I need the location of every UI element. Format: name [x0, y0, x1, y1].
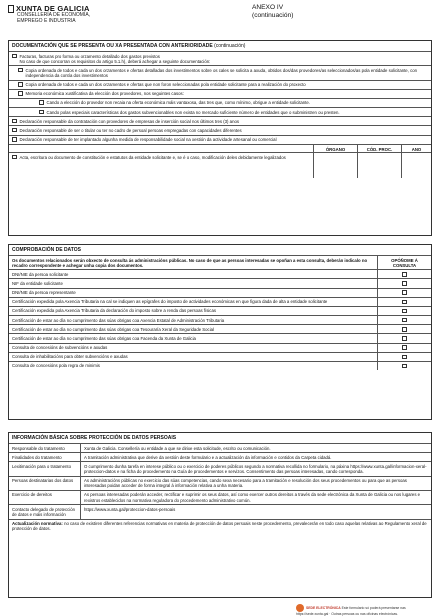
- col-header-cod-proc: CÓD. PROC.: [357, 145, 401, 152]
- annex-label: [252, 4, 293, 19]
- data-protection-table: [9, 443, 431, 519]
- data-check-label: Consulta de inhabilitacións para obter subvencións e axudas: [12, 354, 128, 360]
- documentation-item-label: Copia ordenada de todos e cada un dos orzamentos e ofertas detalladas dos investimentos sobre os cales se solicita a axuda, obtidos dos/das provedores/as seleccionados/as pola entidade solicitante, con independencia da contía dos investimentos: [25, 67, 417, 78]
- last-item-text: Acta, escritura ou documento de constitución e estatutos da entidade solicitante e, se é o caso, modificación deles debidamente legalizados: [19, 154, 286, 160]
- checkbox[interactable]: [12, 128, 17, 133]
- footer-note: Este formulario só poderá presentarse nas https://sede.xunta.gal · Outras persoas ou nas oficinas electrónicas.: [296, 605, 406, 616]
- data-check-row: [9, 352, 431, 361]
- sede-logo-icon: [296, 604, 304, 612]
- documentation-item: [9, 89, 431, 98]
- data-check-row: [9, 324, 431, 333]
- data-check-intro-row: [9, 255, 431, 269]
- data-protection-key: Contacto delegado de protección de datos e máis información: [9, 505, 81, 518]
- documentation-item: [9, 116, 431, 125]
- data-check-row: [9, 288, 431, 297]
- documentation-item-label: Declaración responsable de ser o titular ou ter no cadro de persoal persoas empregadas con capacidades diferentes: [19, 127, 242, 133]
- documentation-item: [9, 65, 431, 79]
- data-protection-value: As persoas interesadas poderán acceder, rectificar e suprimir os seus datos, así como exercer outros dereitos a través da sede electrónica da Xunta de Galicia ou nos lugares e rexistros establecidos na normativa reguladora do procedemento administrativo común.: [84, 492, 421, 503]
- section-title: [9, 41, 431, 51]
- section-title-suffix: (continuación): [214, 43, 246, 49]
- data-check-label: Consulta de concesións pola regra de minimis: [12, 363, 100, 369]
- data-check-row: [9, 343, 431, 352]
- documentation-item: [9, 80, 431, 89]
- data-protection-key: Finalidades do tratamento: [9, 453, 81, 461]
- data-protection-footer-row: [9, 519, 431, 533]
- data-check-label: Consulta de concesións de subvencións e axudas: [12, 345, 108, 351]
- checkbox[interactable]: [39, 110, 44, 115]
- documentation-list: [9, 51, 431, 144]
- cod-proc-field[interactable]: [357, 153, 401, 178]
- checkbox[interactable]: [12, 119, 17, 124]
- documentation-item-label: Declaración responsable de ter implantado algunha medida de responsabilidade social na xestión da actividade artesanal ou comercial: [19, 137, 277, 143]
- data-protection-key: Exercicio de dereitos: [9, 491, 81, 504]
- footer-text: no caso de existiren diferentes referencias normativas en materia de protección de datos persoais neste procedemento, prevalecerán en todo caso aquelas relativas ao Regulamento xeral de protección de datos.: [12, 521, 427, 532]
- checkbox[interactable]: [18, 91, 23, 96]
- data-check-intro: Os documentos relacionados serán obxecto de consulta ás administracións públicas. No caso de que as persoas interesadas se opoñan a esta consulta, deberán indicalo no recadro correspondente e achegar unha copia dos documentos.: [12, 257, 368, 268]
- oppose-checkbox[interactable]: [402, 281, 407, 286]
- oppose-checkbox[interactable]: [402, 327, 407, 332]
- documentation-item-label: Cando a elección do provedor non recaia na oferta económica máis vantaxosa, das tres que, como mínimo, obrigue a entidade solicitante.: [46, 100, 310, 106]
- data-check-label: NIF da entidade solicitante: [12, 280, 63, 286]
- data-protection-row: [9, 443, 431, 452]
- oppose-checkbox[interactable]: [402, 355, 407, 360]
- logo-title: XUNTA DE GALICIA: [16, 4, 90, 13]
- data-protection-key: Responsable do tratamento: [9, 444, 81, 452]
- data-check-section: [8, 244, 432, 420]
- data-check-row: [9, 306, 431, 315]
- data-protection-row: [9, 461, 431, 475]
- data-check-list: [9, 269, 431, 370]
- data-protection-row: [9, 490, 431, 504]
- xunta-logo: [8, 4, 98, 25]
- documentation-item-label: Copia ordenada de todos e cada un dos orzamentos e ofertas que non foron seleccionadas pola entidade solicitante para a realización do proxecto: [25, 82, 306, 88]
- checkbox[interactable]: [12, 54, 17, 59]
- documentation-last-row: [9, 152, 431, 178]
- documentation-header-row: [9, 144, 431, 152]
- oppose-checkbox[interactable]: [402, 272, 407, 277]
- data-protection-key: Persoas destinatarias dos datos: [9, 477, 81, 490]
- col-header-organo: ÓRGANO: [313, 145, 357, 152]
- data-check-row: [9, 315, 431, 324]
- documentation-item-label: Facturas, facturas pro forma ou orzamento detallado dos gastos previstos: [19, 53, 160, 59]
- data-check-row: [9, 278, 431, 287]
- checkbox[interactable]: [18, 68, 23, 73]
- oppose-checkbox[interactable]: [402, 336, 407, 341]
- organo-field[interactable]: [313, 153, 357, 178]
- col-header-ano: ANO: [401, 145, 431, 152]
- data-check-row: [9, 361, 431, 370]
- data-protection-value: O cumprimento dunha tarefa en interese público ou o exercicio de poderes públicos segundo a normativa recollida no formulario, na páxina https://www.xunta.gal/informacion-xeral-proteccion-datos e na ficha do procedemento na Guía de procedementos e servizos. Consentimento das persoas interesadas, cando corresponda.: [84, 463, 427, 474]
- footer-sede-label: SEDE ELECTRÓNICA: [306, 605, 341, 610]
- section-title-text: DOCUMENTACIÓN QUE SE PRESENTA OU XA PRESENTADA CON ANTERIORIDADE: [12, 43, 213, 49]
- checkbox[interactable]: [39, 100, 44, 105]
- oppose-checkbox[interactable]: [402, 364, 407, 369]
- footer-label: Actualización normativa:: [12, 521, 63, 527]
- documentation-item: [9, 125, 431, 134]
- annex-title: ANEXO IV: [252, 4, 284, 11]
- data-protection-row: [9, 452, 431, 461]
- oppose-header: OPÓÑOME Á CONSULTA: [377, 256, 431, 269]
- checkbox[interactable]: [12, 137, 17, 142]
- section-title: COMPROBACIÓN DE DATOS: [12, 247, 81, 253]
- documentation-item-label: Memoria económica xustificativa da elección dos provedores, nos seguintes casos:: [25, 91, 184, 97]
- oppose-checkbox[interactable]: [402, 318, 407, 323]
- documentation-item: [9, 135, 431, 144]
- oppose-checkbox[interactable]: [402, 290, 407, 295]
- data-check-label: DNI/NIE da persoa representante: [12, 290, 76, 296]
- header: [8, 4, 432, 36]
- documentation-item: [9, 107, 431, 116]
- data-check-label: Certificación de estar ao día no cumprimento das súas obrigas coa Tesouraría Xeral da Seguridade Social: [12, 326, 214, 332]
- data-check-row: [9, 269, 431, 278]
- data-protection-value: https://www.xunta.gal/proteccion-datos-persoais: [84, 506, 176, 512]
- xunta-logo-icon: [8, 5, 14, 13]
- annex-subtitle: (continuación): [252, 11, 294, 19]
- logo-sub-2: EMPREGO E INDUSTRIA: [17, 17, 76, 24]
- data-check-label: DNI/NIE da persoa solicitante: [12, 271, 69, 277]
- data-protection-value: As administracións públicas no exercicio das súas competencias, cando sexa necesario para a tramitación e resolución dos seus procedementos ou para que as persoas interesadas poidan acceder de forma integral á información relativa a unha materia.: [84, 478, 407, 489]
- checkbox[interactable]: [12, 155, 17, 160]
- documentation-item-label: Declaración responsable da contratación con provedores de empresas de inserción social nos últimos tres (3) anos: [19, 118, 239, 124]
- documentation-item-note: No caso de que concorran os requisitos do artigo 5.1.h), deberá achegar a seguinte documentación:: [19, 58, 211, 64]
- checkbox[interactable]: [18, 82, 23, 87]
- ano-field[interactable]: [401, 153, 431, 178]
- oppose-checkbox[interactable]: [402, 309, 407, 314]
- logo-sub-1: CONSELLERÍA DE ECONOMÍA,: [17, 12, 91, 18]
- data-protection-value: A tramitación administrativa que derive da xestión deste formulario e a actualización da información e contidos da Carpeta cidadá.: [84, 454, 332, 460]
- oppose-checkbox[interactable]: [402, 345, 407, 350]
- data-protection-row: [9, 504, 431, 518]
- data-protection-key: Lexitimación para o tratamento: [9, 462, 81, 475]
- data-check-label: Certificación expedida pola Axencia Tributaria da declaración do imposto sobre a renda das persoas físicas: [12, 308, 216, 314]
- page-footer: [296, 604, 436, 616]
- data-protection-row: [9, 476, 431, 490]
- data-check-label: Certificación expedida pola Axencia Tributaria na cal se indiquen as epígrafes do imposto de actividades económicas en que figura dada de alta a entidade solicitante: [12, 299, 328, 305]
- documentation-item: [9, 51, 431, 65]
- section-title: INFORMACIÓN BÁSICA SOBRE PROTECCIÓN DE DATOS PERSOAIS: [12, 435, 177, 441]
- data-protection-section: [8, 432, 432, 598]
- data-protection-value: Xunta de Galicia. Consellería ou entidade a que se dirixe esta solicitude, escrito ou comunicación.: [84, 445, 271, 451]
- data-check-row: [9, 333, 431, 342]
- oppose-checkbox[interactable]: [402, 300, 407, 305]
- data-check-row: [9, 297, 431, 306]
- data-check-label: Certificación de estar ao día no cumprimento das súas obrigas coa Facenda da Xunta de Galicia: [12, 335, 196, 341]
- documentation-item: [9, 98, 431, 107]
- documentation-section: [8, 40, 432, 236]
- documentation-item-label: Cando polas especiais características dos gastos subvencionables non exista no mercado suficiente número de entidades que o subministren ou presten.: [46, 109, 340, 115]
- data-check-label: Certificación de estar ao día no cumprimento das súas obrigas coa Axencia Estatal de Administración Tributaria: [12, 317, 225, 323]
